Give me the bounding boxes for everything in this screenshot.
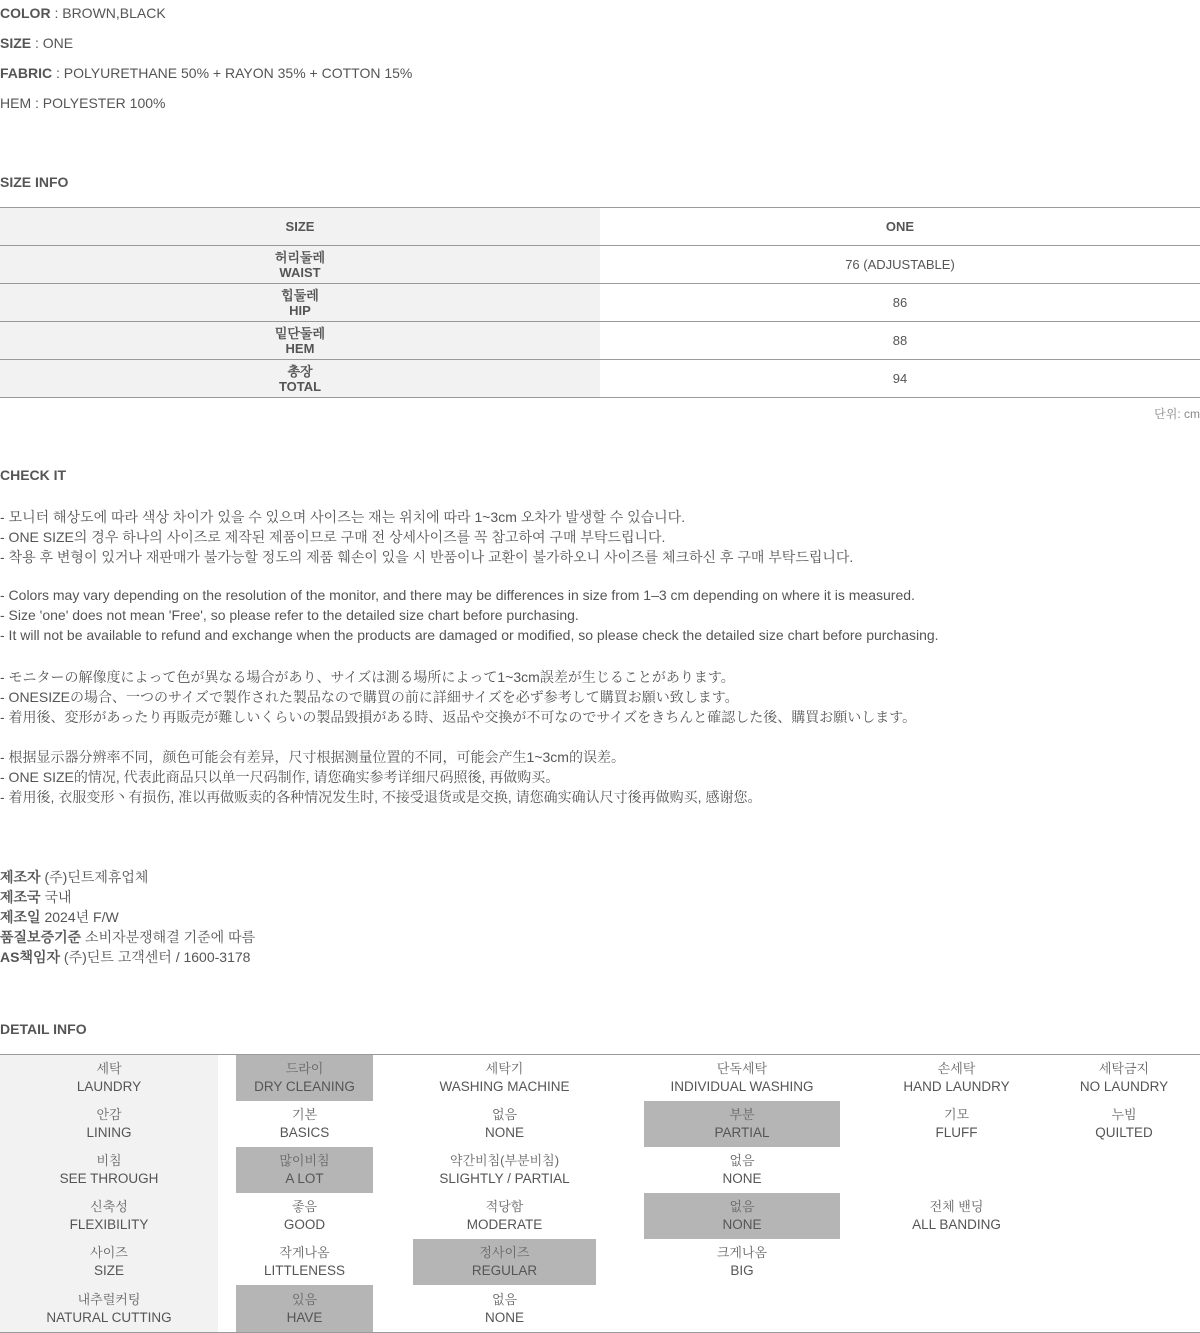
maker-line <box>0 947 250 967</box>
detail-option <box>236 1101 373 1147</box>
cell-ko: 크게나옴 <box>716 1245 768 1260</box>
cell-ko: 세탁금지 <box>1098 1061 1150 1076</box>
cell-ko: 작게나옴 <box>279 1245 330 1260</box>
detail-option-selected <box>236 1055 373 1101</box>
spec-color <box>0 5 166 21</box>
detail-option <box>644 1239 840 1285</box>
detail-option <box>880 1101 1033 1147</box>
size-row-label <box>0 322 600 359</box>
maker-line <box>0 887 72 907</box>
cell-en: A LOT <box>285 1171 324 1186</box>
cell-ko: 단독세탁 <box>716 1061 768 1076</box>
detail-option <box>413 1193 596 1239</box>
cell-en: LINING <box>86 1125 132 1140</box>
check-line: - It will not be available to refund and exchange when the products are damaged or modified, so please check the detailed size chart before purchasing. <box>0 627 939 643</box>
check-line: - ONESIZEの場合、一つのサイズで製作された製品なので購買の前に詳細サイズを必ず参考して購買お願い致します。 <box>0 689 739 705</box>
detail-option <box>413 1101 596 1147</box>
detail-option <box>1048 1101 1200 1147</box>
detail-option-selected <box>236 1285 373 1332</box>
cell-ko: 사이즈 <box>90 1245 128 1260</box>
cell-ko: 정사이즈 <box>479 1245 530 1260</box>
detail-option-selected <box>644 1101 840 1147</box>
size-header-label: SIZE <box>0 208 600 245</box>
maker-value: 국내 <box>40 889 72 905</box>
size-row-value: 76 (ADJUSTABLE) <box>845 257 955 272</box>
size-row-value: 86 <box>892 295 908 310</box>
size-row-label <box>0 246 600 283</box>
check-line: - 모니터 해상도에 따라 색상 차이가 있을 수 있으며 사이즈는 재는 위치에 따라 1~3cm 오차가 발생할 수 있습니다. <box>0 509 686 525</box>
check-line: - 着用後, 衣服变形丶有损伤, 准以再做贩卖的各种情况发生时, 不接受退货或是交换, 请您确实确认尺寸後再做购买, 感谢您。 <box>0 789 762 805</box>
spec-label: HEM <box>0 95 32 111</box>
spec-hem <box>0 95 165 111</box>
maker-value: (주)딘트 고객센터 / 1600-3178 <box>60 949 251 965</box>
cell-en: SLIGHTLY / PARTIAL <box>439 1171 570 1186</box>
maker-label: 품질보증기준 <box>0 929 82 945</box>
maker-label: 제조국 <box>0 889 41 905</box>
cell-en: ALL BANDING <box>912 1217 1001 1232</box>
detail-table <box>0 1054 1200 1333</box>
detail-info-title: DETAIL INFO <box>0 1021 87 1037</box>
size-header-value: ONE <box>885 219 915 234</box>
detail-option <box>413 1285 596 1332</box>
cell-en: NATURAL CUTTING <box>46 1309 172 1325</box>
cell-ko: 내추럴커팅 <box>77 1291 141 1307</box>
spec-label: COLOR <box>0 5 51 21</box>
size-label-en: HIP <box>289 302 311 318</box>
cell-ko: 없음 <box>729 1199 755 1214</box>
spec-label: SIZE <box>0 35 32 51</box>
size-info-title: SIZE INFO <box>0 174 69 190</box>
maker-value: 소비자분쟁해결 기준에 따름 <box>81 929 256 945</box>
check-line: - モニターの解像度によって色が異なる場合があり、サイズは測る場所によって1~3cm誤差が生じることがあります。 <box>0 669 735 685</box>
size-row-label <box>0 360 600 397</box>
size-row-total <box>0 359 1200 397</box>
size-row-hem <box>0 321 1200 359</box>
spec-size <box>0 35 73 51</box>
size-label-en: WAIST <box>279 264 321 280</box>
check-it-title: CHECK IT <box>0 467 67 483</box>
maker-label: AS책임자 <box>0 949 61 965</box>
cell-en: DRY CLEANING <box>254 1079 355 1094</box>
cell-ko: 세탁기 <box>485 1061 524 1076</box>
cell-en: MODERATE <box>466 1217 543 1232</box>
maker-label: 제조자 <box>0 869 41 885</box>
cell-ko: 있음 <box>291 1291 318 1307</box>
cell-ko: 부분 <box>729 1107 755 1122</box>
check-line: - ONE SIZE的情况, 代表此商品只以单一尺码制作, 请您确实参考详细尺码照後, 再做购买。 <box>0 769 560 785</box>
detail-option <box>644 1055 840 1101</box>
size-label-ko: 힙둘레 <box>281 287 319 303</box>
detail-row-label <box>0 1193 218 1239</box>
size-row-value: 88 <box>892 333 908 348</box>
detail-option <box>236 1239 373 1285</box>
maker-line <box>0 907 119 927</box>
cell-en: NONE <box>722 1217 762 1232</box>
cell-en: SIZE <box>93 1263 124 1278</box>
maker-line <box>0 867 148 887</box>
spec-value: : BROWN,BLACK <box>50 5 166 21</box>
cell-ko: 기모 <box>943 1107 970 1122</box>
check-line: - Size 'one' does not mean 'Free', so please refer to the detailed size chart before purchasing. <box>0 607 579 623</box>
cell-en: HAVE <box>286 1309 323 1325</box>
detail-option <box>880 1055 1033 1101</box>
cell-en: PARTIAL <box>714 1125 770 1140</box>
spec-value: : POLYESTER 100% <box>31 95 166 111</box>
cell-en: FLEXIBILITY <box>69 1217 149 1232</box>
detail-option-selected <box>644 1193 840 1239</box>
cell-ko: 드라이 <box>285 1061 324 1076</box>
cell-en: NO LAUNDRY <box>1079 1079 1169 1094</box>
cell-en: REGULAR <box>471 1263 538 1278</box>
size-row-label <box>0 284 600 321</box>
cell-ko: 없음 <box>491 1107 518 1122</box>
size-table-header <box>0 208 1200 245</box>
spec-fabric <box>0 65 412 81</box>
cell-en: NONE <box>722 1171 762 1186</box>
cell-ko: 없음 <box>729 1153 755 1168</box>
check-line: - ONE SIZE의 경우 하나의 사이즈로 제작된 제품이므로 구매 전 상세사이즈를 꼭 참고하여 구매 부탁드립니다. <box>0 529 666 545</box>
cell-ko: 많이비침 <box>279 1153 330 1168</box>
detail-option-selected <box>236 1147 373 1193</box>
size-label-en: HEM <box>285 340 315 356</box>
size-row-waist <box>0 245 1200 283</box>
cell-en: GOOD <box>283 1217 326 1232</box>
cell-ko: 기본 <box>291 1107 318 1122</box>
detail-option <box>413 1147 596 1193</box>
cell-ko: 신축성 <box>90 1199 128 1214</box>
cell-ko: 비침 <box>96 1153 122 1168</box>
cell-ko: 약간비침(부분비침) <box>449 1153 560 1168</box>
detail-option <box>413 1055 596 1101</box>
unit-note: 단위: cm <box>1154 407 1200 421</box>
cell-ko: 세탁 <box>96 1061 122 1076</box>
spec-value: : ONE <box>31 35 74 51</box>
detail-option <box>644 1147 840 1193</box>
size-label-ko: 허리둘레 <box>274 249 326 265</box>
detail-option <box>236 1193 373 1239</box>
cell-ko: 적당함 <box>485 1199 524 1214</box>
cell-en: WASHING MACHINE <box>439 1079 570 1094</box>
cell-ko: 안감 <box>96 1107 122 1122</box>
cell-en: NONE <box>484 1309 524 1325</box>
cell-en: INDIVIDUAL WASHING <box>670 1079 814 1094</box>
detail-row-label <box>0 1101 218 1147</box>
cell-en: LITTLENESS <box>263 1263 346 1278</box>
cell-en: FLUFF <box>935 1125 978 1140</box>
cell-en: HAND LAUNDRY <box>903 1079 1010 1094</box>
detail-row-label <box>0 1055 218 1101</box>
detail-option-selected <box>413 1239 596 1285</box>
cell-ko: 누빔 <box>1111 1107 1137 1122</box>
check-line: - 根据显示器分辨率不同，颜色可能会有差异，尺寸根据测量位置的不同，可能会产生1~3cm的误差。 <box>0 749 625 765</box>
maker-label: 제조일 <box>0 909 41 925</box>
cell-en: SEE THROUGH <box>59 1171 159 1186</box>
size-label-ko: 총장 <box>287 363 313 379</box>
maker-line <box>0 927 255 947</box>
detail-option <box>1048 1055 1200 1101</box>
detail-row-label <box>0 1285 218 1332</box>
check-line: - 着用後、変形があったり再販売が難しいくらいの製品毀損がある時、返品や交換が不可なのでサイズをきちんと確認した後、購買お願いします。 <box>0 709 917 725</box>
check-line: - 착용 후 변형이 있거나 재판매가 불가능할 정도의 제품 훼손이 있을 시 반품이나 교환이 불가하오니 사이즈를 체크하신 후 구매 부탁드립니다. <box>0 549 854 565</box>
size-table <box>0 207 1200 398</box>
cell-en: BASICS <box>279 1125 330 1140</box>
cell-ko: 좋음 <box>291 1199 318 1214</box>
size-label-ko: 밑단둘레 <box>274 325 326 341</box>
detail-option <box>880 1193 1033 1239</box>
cell-ko: 없음 <box>491 1291 518 1307</box>
maker-value: 2024년 F/W <box>40 909 119 925</box>
maker-value: (주)딘트제휴업체 <box>40 869 149 885</box>
size-label-en: TOTAL <box>278 378 322 394</box>
cell-en: BIG <box>730 1263 754 1278</box>
size-row-hip <box>0 283 1200 321</box>
size-row-value: 94 <box>892 371 908 386</box>
cell-ko: 손세탁 <box>937 1061 976 1076</box>
detail-row-label <box>0 1239 218 1285</box>
spec-label: FABRIC <box>0 65 53 81</box>
detail-row-label <box>0 1147 218 1193</box>
cell-en: NONE <box>484 1125 524 1140</box>
cell-en: QUILTED <box>1095 1125 1153 1140</box>
spec-value: : POLYURETHANE 50% + RAYON 35% + COTTON 15% <box>52 65 413 81</box>
check-line: - Colors may vary depending on the resolution of the monitor, and there may be differences in size from 1–3 cm depending on where it is measured. <box>0 587 915 603</box>
cell-ko: 전체 밴딩 <box>929 1199 984 1214</box>
cell-en: LAUNDRY <box>76 1079 142 1094</box>
